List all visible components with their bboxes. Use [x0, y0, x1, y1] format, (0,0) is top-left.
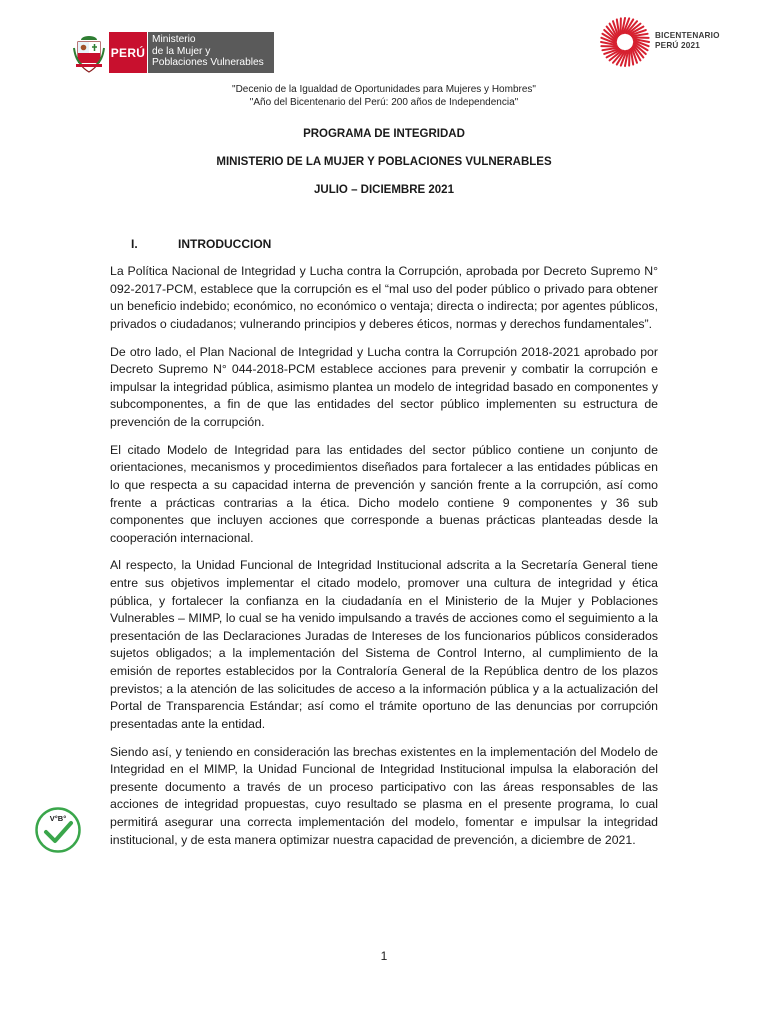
ministry-line-2: de la Mujer y [152, 45, 211, 57]
paragraph: El citado Modelo de Integridad para las entidades del sector público contiene un conjunto de orientaciones, mecanismos y procedimientos diseñados para fortalecer a las entidades públicas en lo que respecta a su capacidad interna de prevención y sanción frente a la corrupción, así como frente a prácticas contrarias a la ética. Dicho modelo contiene 9 componentes y 36 sub componentes que incluyen acciones que corresponde a buenas prácticas planteadas desde la cooperación internacional. [110, 442, 658, 545]
document-titles [0, 128, 768, 212]
peru-logo-text: PERÚ [110, 45, 146, 60]
paragraph: De otro lado, el Plan Nacional de Integridad y Lucha contra la Corrupción 2018-2021 aprobado por Decreto Supremo N° 044-2018-PCM establece acciones para prevenir y combatir la corrupción e impulsar la integridad pública, asimismo plantea un modelo de integridad basado en componentes y subcomponentes, a fin de que las entidades del sector público implementen su estructura de prevención de la corrupción. [110, 344, 658, 429]
section-number: I. [131, 237, 138, 251]
section-heading [131, 237, 271, 251]
period-title: JULIO – DICIEMBRE 2021 [314, 184, 454, 196]
bicentenario-line-2: PERÚ 2021 [655, 41, 701, 50]
document-header [0, 0, 768, 80]
bicentenario-text [655, 31, 720, 51]
stamp-label: V°B° [49, 814, 67, 823]
ministry-title: MINISTERIO DE LA MUJER Y POBLACIONES VULNERABLES [216, 156, 552, 168]
program-title: PROGRAMA DE INTEGRIDAD [303, 128, 465, 140]
paragraph: La Política Nacional de Integridad y Lucha contra la Corrupción, aprobada por Decreto Supremo N° 092-2017-PCM, establece que la corrupción es el “mal uso del poder público o privado para obtener un beneficio indebido; económico, no económico o ventaja; directa o indirecta; por agentes públicos, privados o ciudadanos; vulnerando principios y deberes éticos, normas y derechos fundamentales”. [110, 264, 658, 331]
approval-stamp-icon [34, 806, 82, 854]
ministry-line-3: Poblaciones Vulnerables [152, 57, 264, 68]
coat-of-arms-icon [72, 34, 106, 74]
bicentenario-line-1: BICENTENARIO [655, 31, 720, 40]
peru-logo [109, 32, 147, 73]
bicentenario-emblem-icon [599, 16, 651, 68]
ministry-logo [148, 32, 274, 73]
decenio-header [0, 84, 768, 109]
page-number: 1 [380, 949, 388, 963]
decenio-line-2: "Año del Bicentenario del Perú: 200 años de Independencia" [249, 96, 519, 108]
decenio-line-1: "Decenio de la Igualdad de Oportunidades para Mujeres y Hombres" [232, 84, 536, 95]
document-body [110, 263, 658, 859]
paragraph: Siendo así, y teniendo en consideración las brechas existentes en la implementación del Modelo de Integridad en el MIMP, la Unidad Funcional de Integridad Institucional impulsa la elaboración del presente documento a través de un proceso participativo con las áreas responsables de las acciones de integridad propuestas, cuyo resultado se plasma en el presente programa, lo cual permitirá asegurar una correcta implementación del modelo, fomentar e impulsar la integridad institucional, y de esta manera optimizar nuestra capacidad de prevención, a diciembre de 2021. [110, 744, 658, 847]
bicentenario-logo [599, 16, 735, 70]
ministry-line-1: Ministerio [152, 34, 196, 45]
section-title: INTRODUCCION [178, 237, 272, 251]
paragraph: Al respecto, la Unidad Funcional de Integridad Institucional adscrita a la Secretaría General tiene entre sus objetivos implementar el citado modelo, promover una cultura de integridad y ética pública, y fortalecer la confianza en la ciudadanía en el Ministerio de la Mujer y Poblaciones Vulnerables – MIMP, lo cual se ha venido impulsando a través de acciones como el seguimiento a la presentación de las Declaraciones Juradas de Intereses de los funcionarios públicos considerados sujetos obligados; a la implementación del Sistema de Control Interno, al cumplimiento de la emisión de reportes establecidos por la Contraloría General de la República dentro de los plazos previstos; a la atención de las solicitudes de acceso a la información pública y a la actualización del Portal de Transparencia Estándar; así como el trámite oportuno de las denuncias por corrupción presentadas ante la entidad. [110, 558, 658, 731]
